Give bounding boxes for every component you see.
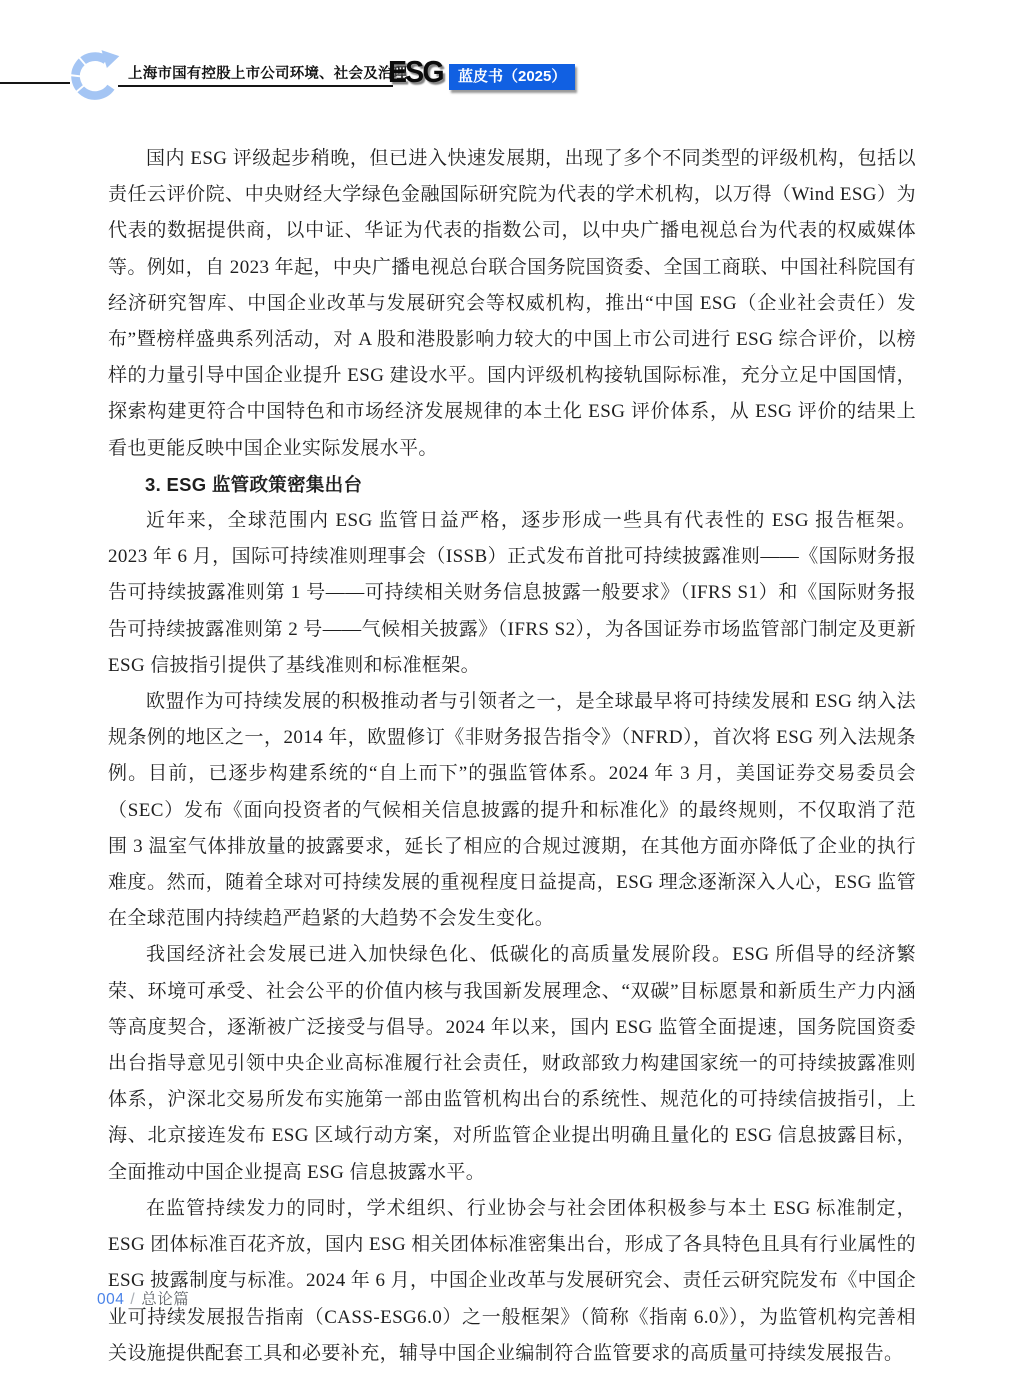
bluebook-badge: 蓝皮书（2025） — [449, 64, 575, 90]
section-heading: 3. ESG 监管政策密集出台 — [145, 473, 363, 495]
body-content — [108, 141, 916, 1372]
footer-separator: / — [130, 1291, 136, 1308]
footer-section-label: 总论篇 — [141, 1291, 190, 1308]
body-paragraph: 国内 ESG 评级起步稍晚，但已进入快速发展期，出现了多个不同类型的评级机构，包括以责任云评价院、中央财经大学绿色金融国际研究院为代表的学术机构，以万得（Wind ESG）为代表的数据提供商，以中证、华证为代表的指数公司，以中央广播电视总台为代表的权威媒体等。例如，自 2023 年起，中央广播电视总台联合国务院国资委、全国工商联、中国社科院国有经济研究智库、中国企业改革与发展研究会等权威机构，推出“中国 ESG（企业社会责任）发布”暨榜样盛典系列活动，对 A 股和港股影响力较大的中国上市公司进行 ESG 综合评价，以榜样的力量引导中国企业提升 ESG 建设水平。国内评级机构接轨国际标准，充分立足中国国情，探索构建更符合中国特色和市场经济发展规律的本土化 ESG 评价体系，从 ESG 评价的结果上看也更能反映中国企业实际发展水平。 — [108, 148, 916, 459]
report-title: 上海市国有控股上市公司环境、社会及治理 — [128, 66, 408, 82]
body-paragraph: 近年来，全球范围内 ESG 监管日益严格，逐步形成一些具有代表性的 ESG 报告框架。2023 年 6 月，国际可持续准则理事会（ISSB）正式发布首批可持续披露准则——《国际财务报告可持续披露准则第 1 号——可持续相关财务信息披露一般要求》（IFRS S1）和《国际财务报告可持续披露准则第 2 号——气候相关披露》（IFRS S2），为各国证券市场监管部门制定及更新 ESG 信披指引提供了基线准则和标准框架。 — [108, 510, 916, 676]
page-number: 004 — [97, 1291, 125, 1308]
page-footer — [97, 1287, 189, 1309]
circular-arrow-logo-icon — [68, 46, 122, 104]
body-paragraph: 在监管持续发力的同时，学术组织、行业协会与社会团体积极参与本土 ESG 标准制定，ESG 团体标准百花齐放，国内 ESG 相关团体标准密集出台，形成了各具特色且具有行业属性的 ESG 披露制度与标准。2024 年 6 月，中国企业改革与发展研究会、责任云研究院发布《中国企业可持续发展报告指南（CASS-ESG6.0）之一般框架》（简称《指南 6.0》），为监管机构完善相关设施提供配套工具和必要补充，辅导中国企业编制符合监管要求的高质量可持续发展报告。 — [108, 1197, 916, 1364]
title-underline — [118, 85, 393, 87]
esg-wordmark: ESG — [388, 54, 443, 89]
body-paragraph: 欧盟作为可持续发展的积极推动者与引领者之一，是全球最早将可持续发展和 ESG 纳入法规条例的地区之一，2014 年，欧盟修订《非财务报告指令》（NFRD），首次将 ESG 列入法规条例。目前，已逐步构建系统的“自上而下”的强监管体系。2024 年 3 月，美国证券交易委员会（SEC）发布《面向投资者的气候相关信息披露的提升和标准化》的最终规则，不仅取消了范围 3 温室气体排放量的披露要求，延长了相应的合规过渡期，在其他方面亦降低了企业的执行难度。然而，随着全球对可持续发展的重视程度日益提高，ESG 理念逐渐深入人心，ESG 监管在全球范围内持续趋严趋紧的大趋势不会发生变化。 — [108, 691, 916, 930]
header-rule-left — [0, 82, 70, 84]
body-paragraph: 我国经济社会发展已进入加快绿色化、低碳化的高质量发展阶段。ESG 所倡导的经济繁荣、环境可承受、社会公平的价值内核与我国新发展理念、“双碳”目标愿景和新质生产力内涵等高度契合，逐渐被广泛接受与倡导。2024 年以来，国内 ESG 监管全面提速，国务院国资委出台指导意见引领中央企业高标准履行社会责任，财政部致力构建国家统一的可持续披露准则体系，沪深北交易所发布实施第一部由监管机构出台的系统性、规范化的可持续信披指引，上海、北京接连发布 ESG 区域行动方案，对所监管企业提出明确且量化的 ESG 信息披露目标，全面推动中国企业提高 ESG 信息披露水平。 — [108, 944, 916, 1183]
